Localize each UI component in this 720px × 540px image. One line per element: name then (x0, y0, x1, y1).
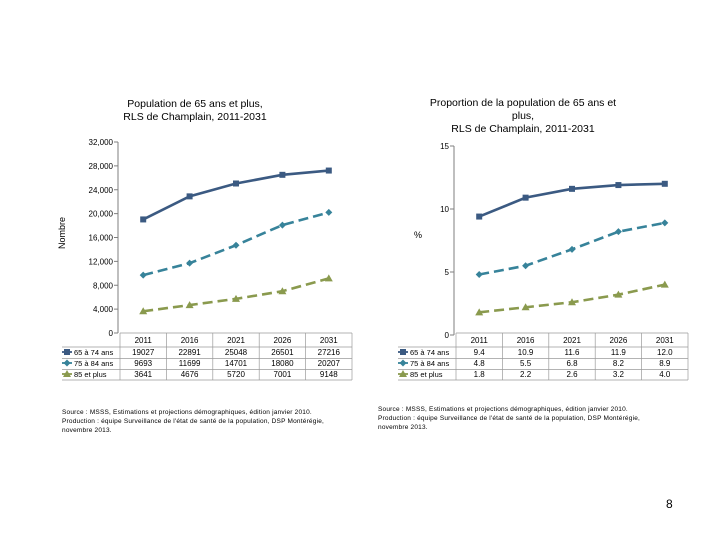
right-data-label: 9.4 (473, 348, 485, 357)
left-series-2-point (279, 222, 286, 229)
left-category-label: 2021 (227, 336, 245, 345)
left-series-line-1 (143, 171, 329, 220)
left-series-2-point (233, 242, 240, 249)
right-category-label: 2031 (655, 336, 674, 345)
left-source-line3: novembre 2013. (62, 427, 112, 434)
right-series-1-point (662, 181, 668, 187)
left-data-label: 5720 (227, 370, 245, 379)
left-series-1-point (279, 172, 285, 178)
left-series-1-point (233, 180, 239, 186)
right-data-label: 2.2 (520, 370, 532, 379)
left-y-tick-label: 24,000 (88, 185, 113, 195)
right-legend-label: 75 à 84 ans (410, 359, 450, 368)
right-data-label: 8.9 (659, 359, 671, 368)
right-source-line1: Source : MSSS, Estimations et projections démographiques, édition janvier 2010. (378, 406, 628, 413)
right-y-tick-label: 0 (444, 331, 449, 340)
right-series-1-point (476, 214, 482, 220)
left-data-label: 19027 (132, 348, 155, 357)
left-legend-label: 75 à 84 ans (74, 359, 114, 368)
left-series-1-point (140, 216, 146, 222)
right-data-label: 4.8 (473, 359, 485, 368)
right-series-1-point (615, 182, 621, 188)
left-y-tick-label: 8,000 (92, 281, 113, 291)
left-data-label: 26501 (271, 348, 294, 357)
right-data-label: 1.8 (473, 370, 485, 379)
left-series-1-point (187, 193, 193, 199)
left-y-tick-label: 32,000 (88, 138, 113, 147)
right-series-2-point (615, 228, 622, 235)
right-data-label: 8.2 (612, 359, 624, 368)
right-series-2-point (476, 271, 483, 278)
right-data-label: 4.0 (659, 370, 671, 379)
left-category-label: 2016 (180, 336, 199, 345)
right-legend-marker (400, 349, 406, 355)
left-y-tick-label: 20,000 (88, 209, 113, 219)
left-series-line-3 (143, 278, 329, 311)
left-data-label: 27216 (317, 348, 340, 357)
left-y-axis-label: Nombre (57, 216, 68, 250)
right-y-tick-label: 5 (444, 268, 449, 277)
left-category-label: 2011 (134, 336, 152, 345)
right-series-1-point (569, 186, 575, 192)
right-category-label: 2026 (609, 336, 628, 345)
left-data-label: 14701 (224, 359, 248, 368)
page-number: 8 (666, 497, 673, 511)
left-y-tick-label: 4,000 (92, 305, 113, 315)
left-data-label: 22891 (178, 348, 201, 357)
right-source-line2: Production : équipe Surveillance de l'état de santé de la population, DSP Montérégie, (378, 415, 641, 422)
left-title-line1: Population de 65 ans et plus, (127, 98, 263, 110)
right-series-2-point (661, 219, 668, 226)
left-y-tick-label: 16,000 (88, 233, 113, 243)
right-data-label: 3.2 (612, 370, 624, 379)
right-data-label: 11.9 (610, 348, 626, 357)
left-source-note (62, 408, 362, 435)
right-y-tick-label: 15 (440, 142, 449, 151)
left-data-label: 11699 (178, 359, 201, 368)
left-data-label: 9693 (134, 359, 153, 368)
right-category-label: 2021 (563, 336, 581, 345)
right-title-line3: RLS de Champlain, 2011-2031 (451, 123, 595, 135)
left-data-label: 3641 (134, 370, 153, 379)
left-source-line2: Production : équipe Surveillance de l'état de santé de la population, DSP Montérégie, (62, 418, 325, 425)
left-data-label: 25048 (224, 348, 248, 357)
right-category-label: 2016 (516, 336, 535, 345)
right-data-label: 2.6 (566, 370, 578, 379)
right-category-label: 2011 (470, 336, 488, 345)
right-data-label: 11.6 (564, 348, 580, 357)
right-series-2-point (569, 246, 576, 253)
left-legend-marker (64, 349, 70, 355)
right-legend-marker (400, 360, 407, 367)
left-series-1-point (326, 168, 332, 174)
right-series-2-point (522, 262, 529, 269)
left-category-label: 2026 (273, 336, 292, 345)
left-data-label: 7001 (273, 370, 292, 379)
left-category-label: 2031 (319, 336, 338, 345)
left-series-2-point (140, 272, 147, 279)
left-data-label: 4676 (180, 370, 199, 379)
right-legend-label: 85 et plus (410, 370, 443, 379)
left-y-tick-label: 0 (108, 329, 113, 338)
right-data-label: 10.9 (517, 348, 534, 357)
right-legend-label: 65 à 74 ans (410, 348, 450, 357)
left-series-2-point (325, 209, 332, 216)
left-y-tick-label: 28,000 (88, 161, 113, 171)
left-legend-label: 85 et plus (74, 370, 107, 379)
left-series-2-point (186, 260, 193, 267)
left-data-label: 9148 (319, 370, 338, 379)
left-legend-label: 65 à 74 ans (74, 348, 114, 357)
right-series-1-point (523, 195, 529, 201)
right-source-note (378, 405, 698, 432)
right-y-tick-label: 10 (440, 205, 449, 214)
left-legend-marker (64, 360, 71, 367)
right-title-line1: Proportion de la population de 65 ans et (429, 97, 617, 109)
left-title-line2: RLS de Champlain, 2011-2031 (123, 111, 267, 123)
right-title-line2: plus, (511, 110, 535, 122)
left-y-tick-label: 12,000 (88, 257, 113, 267)
right-data-label: 6.8 (566, 359, 578, 368)
right-y-axis-label: % (414, 230, 423, 240)
right-data-label: 5.5 (520, 359, 532, 368)
left-data-label: 18080 (271, 359, 294, 368)
right-data-label: 12.0 (657, 348, 673, 357)
right-source-line3: novembre 2013. (378, 424, 428, 431)
left-data-label: 20207 (317, 359, 340, 368)
left-source-line1: Source : MSSS, Estimations et projections démographiques, édition janvier 2010. (62, 409, 312, 416)
